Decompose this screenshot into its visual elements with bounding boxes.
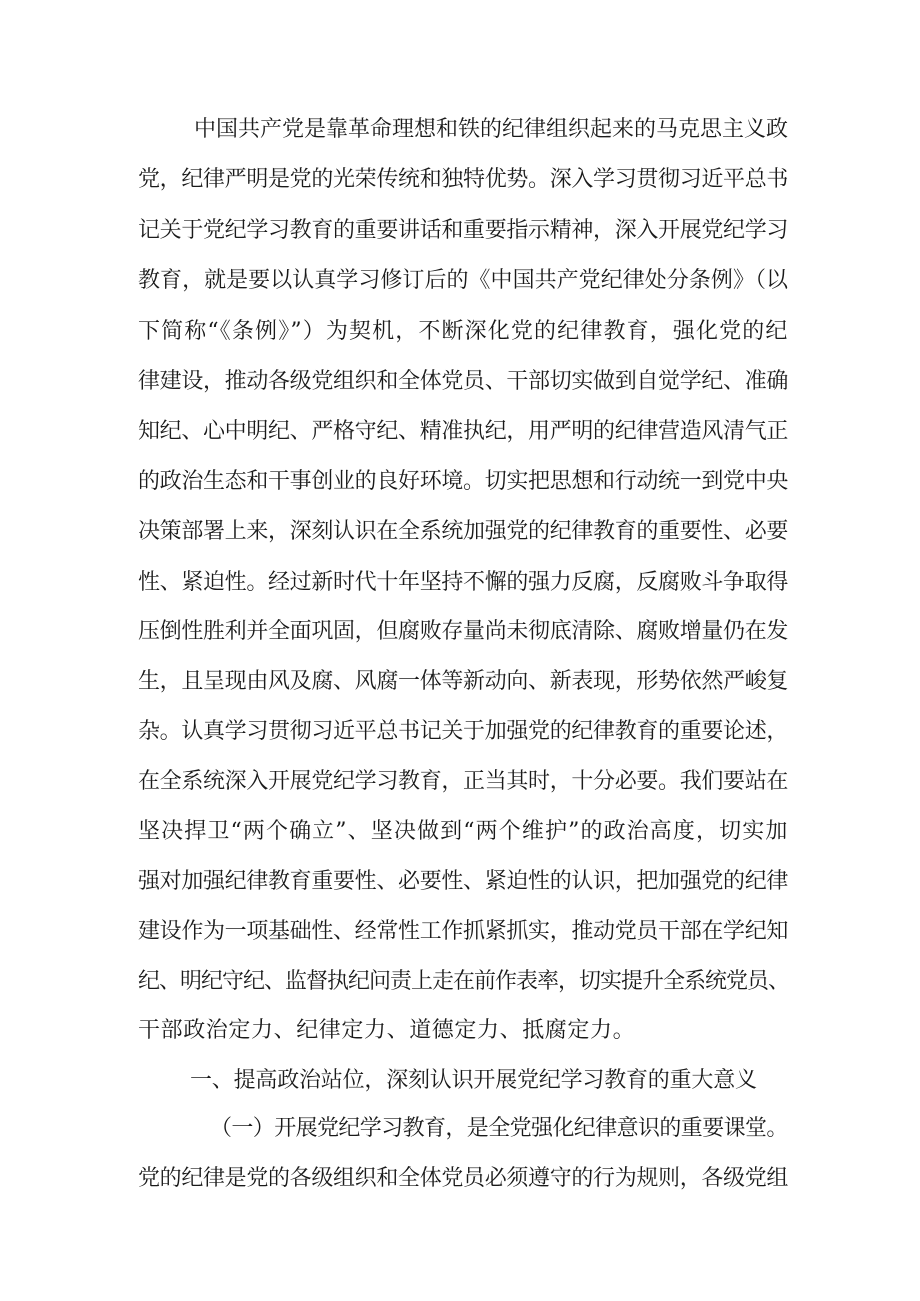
paragraph-line: 记关于党纪学习教育的重要讲话和重要指示精神，深入开展党纪学习 bbox=[138, 218, 788, 243]
paragraph-line: 在全系统深入开展党纪学习教育，正当其时，十分必要。我们要站在 bbox=[138, 769, 788, 794]
paragraph-line: 强对加强纪律教育重要性、必要性、紧迫性的认识，把加强党的纪律 bbox=[138, 869, 788, 894]
paragraph-line: 决策部署上来，深刻认识在全系统加强党的纪律教育的重要性、必要 bbox=[138, 519, 788, 544]
paragraph-line: 党，纪律严明是党的光荣传统和独特优势。深入学习贯彻习近平总书 bbox=[138, 167, 788, 192]
paragraph-line: 中国共产党是靠革命理想和铁的纪律组织起来的马克思主义政 bbox=[194, 117, 789, 142]
paragraph-line: 压倒性胜利并全面巩固，但腐败存量尚未彻底清除、腐败增量仍在发 bbox=[138, 619, 788, 644]
paragraph-line: 下简称“《条例》”）为契机，不断深化党的纪律教育，强化党的纪 bbox=[138, 319, 788, 344]
paragraph-line: 坚决捍卫“两个确立”、坚决做到“两个维护”的政治高度，切实加 bbox=[138, 819, 788, 844]
paragraph-line: 生，且呈现由风及腐、风腐一体等新动向、新表现，形势依然严峻复 bbox=[138, 669, 788, 694]
paragraph-line: 性、紧迫性。经过新时代十年坚持不懈的强力反腐，反腐败斗争取得 bbox=[138, 570, 788, 595]
section-heading: 一、提高政治站位，深刻认识开展党纪学习教育的重大意义 bbox=[190, 1068, 757, 1093]
paragraph-line: 纪、明纪守纪、监督执纪问责上走在前作表率，切实提升全系统党员、 bbox=[138, 969, 790, 994]
subsection-heading: （一）开展党纪学习教育，是全党强化纪律意识的重要课堂。 bbox=[210, 1116, 788, 1141]
paragraph-line: 知纪、心中明纪、严格守纪、精准执纪，用严明的纪律营造风清气正 bbox=[138, 419, 788, 444]
paragraph-line: 教育，就是要以认真学习修订后的《中国共产党纪律处分条例》（以 bbox=[138, 268, 788, 293]
paragraph-line: 杂。认真学习贯彻习近平总书记关于加强党的纪律教育的重要论述， bbox=[138, 719, 788, 744]
paragraph-line: 干部政治定力、纪律定力、道德定力、抵腐定力。 bbox=[138, 1018, 636, 1043]
paragraph-line: 建设作为一项基础性、经常性工作抓紧抓实，推动党员干部在学纪知 bbox=[138, 919, 788, 944]
paragraph-line: 律建设，推动各级党组织和全体党员、干部切实做到自觉学纪、准确 bbox=[138, 369, 788, 394]
paragraph-line: 党的纪律是党的各级组织和全体党员必须遵守的行为规则，各级党组 bbox=[138, 1166, 788, 1191]
paragraph-line: 的政治生态和干事创业的良好环境。切实把思想和行动统一到党中央 bbox=[138, 469, 788, 494]
